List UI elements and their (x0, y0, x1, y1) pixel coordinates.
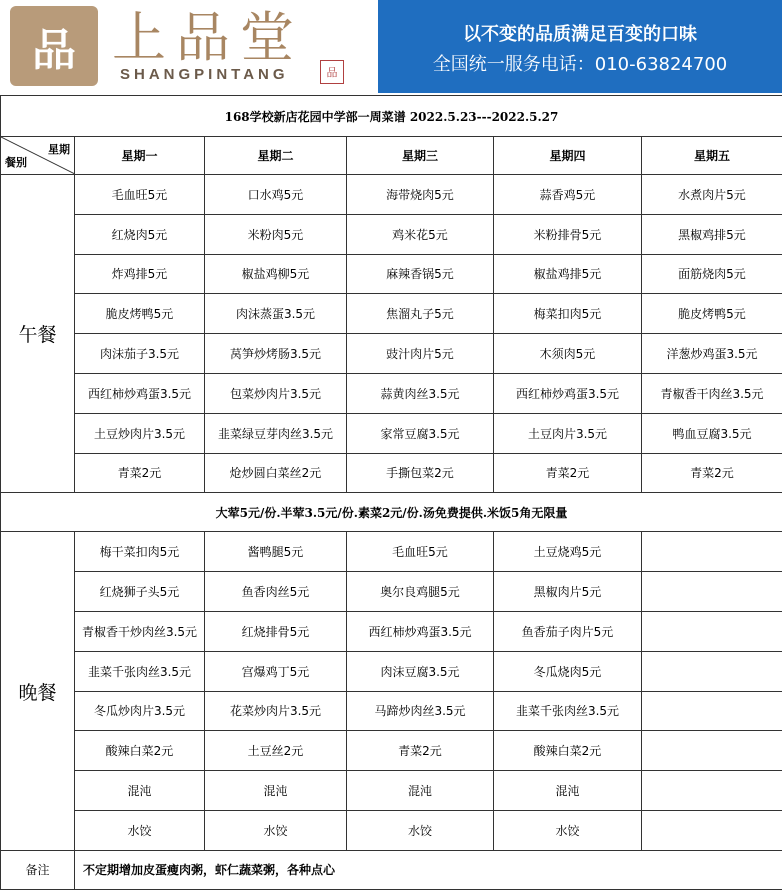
dish-cell: 奥尔良鸡腿5元 (347, 572, 494, 612)
dish-cell: 土豆丝2元 (205, 731, 347, 771)
header (0, 0, 782, 93)
dish-cell (642, 611, 782, 651)
dish-cell: 莴笋炒烤肠3.5元 (205, 334, 347, 374)
lunch-row (1, 413, 782, 453)
dish-cell: 麻辣香锅5元 (347, 254, 494, 294)
dish-cell: 红烧狮子头5元 (75, 572, 205, 612)
dish-cell: 手撕包菜2元 (347, 453, 494, 493)
weekly-menu-table (0, 95, 782, 890)
dish-cell: 米粉肉5元 (205, 214, 347, 254)
corner-meal-label: 餐别 (5, 156, 27, 169)
lunch-row (1, 254, 782, 294)
dish-cell: 土豆烧鸡5元 (494, 532, 642, 572)
day-header: 星期一 (75, 137, 205, 175)
dish-cell: 洋葱炒鸡蛋3.5元 (642, 334, 782, 374)
dish-cell: 青菜2元 (347, 731, 494, 771)
dinner-row (1, 651, 782, 691)
dish-cell: 炸鸡排5元 (75, 254, 205, 294)
dish-cell: 酸辣白菜2元 (75, 731, 205, 771)
day-header: 星期三 (347, 137, 494, 175)
dish-cell: 脆皮烤鸭5元 (75, 294, 205, 334)
dish-cell: 面筋烧肉5元 (642, 254, 782, 294)
dish-cell: 土豆肉片3.5元 (494, 413, 642, 453)
dish-cell: 红烧肉5元 (75, 214, 205, 254)
corner-header-cell (1, 137, 75, 175)
dish-cell: 混沌 (75, 771, 205, 811)
dish-cell (642, 731, 782, 771)
dish-cell (642, 810, 782, 850)
logo-glyph: 品 (32, 25, 76, 76)
dish-cell: 韭菜千张肉丝3.5元 (494, 691, 642, 731)
dish-cell: 海带烧肉5元 (347, 175, 494, 215)
dish-cell: 混沌 (494, 771, 642, 811)
lunch-row (1, 334, 782, 374)
dinner-row (1, 611, 782, 651)
day-header: 星期四 (494, 137, 642, 175)
dish-cell: 鱼香肉丝5元 (205, 572, 347, 612)
dish-cell (642, 651, 782, 691)
dish-cell: 焦溜丸子5元 (347, 294, 494, 334)
dish-cell: 酸辣白菜2元 (494, 731, 642, 771)
dish-cell: 脆皮烤鸭5元 (642, 294, 782, 334)
dinner-row (1, 691, 782, 731)
dish-cell: 青椒香干炒肉丝3.5元 (75, 611, 205, 651)
corner-day-label: 星期 (48, 143, 70, 156)
dish-cell: 包菜炒肉片3.5元 (205, 373, 347, 413)
service-phone: 全国统一服务电话：010-63824700 (432, 54, 728, 75)
dish-cell: 青菜2元 (75, 453, 205, 493)
dish-cell: 蒜黄肉丝3.5元 (347, 373, 494, 413)
dish-cell: 鱼香茄子肉片5元 (494, 611, 642, 651)
dish-cell: 宫爆鸡丁5元 (205, 651, 347, 691)
logo-emblem-icon (10, 6, 98, 86)
lunch-row (1, 373, 782, 413)
dish-cell: 水饺 (494, 810, 642, 850)
remark-label: 备注 (1, 850, 75, 889)
dish-cell: 西红柿炒鸡蛋3.5元 (494, 373, 642, 413)
lunch-row (1, 214, 782, 254)
dinner-row (1, 810, 782, 850)
dish-cell: 肉沫茄子3.5元 (75, 334, 205, 374)
dish-cell (642, 691, 782, 731)
lunch-label: 午餐 (1, 175, 75, 493)
dish-cell: 混沌 (205, 771, 347, 811)
dish-cell (642, 771, 782, 811)
dish-cell: 毛血旺5元 (347, 532, 494, 572)
dish-cell: 家常豆腐3.5元 (347, 413, 494, 453)
dish-cell: 毛血旺5元 (75, 175, 205, 215)
dish-cell: 黑椒鸡排5元 (642, 214, 782, 254)
dish-cell: 韭菜千张肉丝3.5元 (75, 651, 205, 691)
dish-cell: 红烧排骨5元 (205, 611, 347, 651)
dish-cell: 木须肉5元 (494, 334, 642, 374)
dish-cell: 土豆炒肉片3.5元 (75, 413, 205, 453)
dish-cell: 米粉排骨5元 (494, 214, 642, 254)
remark-text: 不定期增加皮蛋瘦肉粥，虾仁蔬菜粥，各种点心 (75, 850, 782, 889)
dish-cell: 炝炒圆白菜丝2元 (205, 453, 347, 493)
dinner-row (1, 572, 782, 612)
dinner-label: 晚餐 (1, 532, 75, 850)
brand-pinyin: SHANGPINTANG (120, 66, 289, 83)
menu-title: 168学校新店花园中学部一周菜谱 2022.5.23---2022.5.27 (1, 96, 782, 137)
day-header: 星期五 (642, 137, 782, 175)
dish-cell: 肉沫豆腐3.5元 (347, 651, 494, 691)
dish-cell: 黑椒肉片5元 (494, 572, 642, 612)
dish-cell: 鸭血豆腐3.5元 (642, 413, 782, 453)
dish-cell: 蒜香鸡5元 (494, 175, 642, 215)
lunch-row (1, 294, 782, 334)
dinner-row (1, 731, 782, 771)
dish-cell: 水饺 (205, 810, 347, 850)
slogan-text: 以不变的品质满足百变的口味 (463, 24, 697, 45)
lunch-row (1, 453, 782, 493)
dish-cell: 梅干菜扣肉5元 (75, 532, 205, 572)
dish-cell: 酱鸭腿5元 (205, 532, 347, 572)
lunch-row (1, 175, 782, 215)
dish-cell: 肉沫蒸蛋3.5元 (205, 294, 347, 334)
dish-cell: 水饺 (75, 810, 205, 850)
dinner-row (1, 532, 782, 572)
dish-cell: 冬瓜烧肉5元 (494, 651, 642, 691)
seal-icon: 品 (320, 60, 344, 84)
dish-cell: 椒盐鸡柳5元 (205, 254, 347, 294)
dish-cell: 梅菜扣肉5元 (494, 294, 642, 334)
dish-cell: 水饺 (347, 810, 494, 850)
price-policy: 大荤5元/份.半荤3.5元/份.素菜2元/份.汤免费提供.米饭5角无限量 (1, 493, 782, 532)
brand-name: 上品堂 (112, 6, 304, 69)
dish-cell: 青椒香干肉丝3.5元 (642, 373, 782, 413)
day-header: 星期二 (205, 137, 347, 175)
dish-cell: 马蹄炒肉丝3.5元 (347, 691, 494, 731)
dish-cell: 椒盐鸡排5元 (494, 254, 642, 294)
dish-cell: 冬瓜炒肉片3.5元 (75, 691, 205, 731)
dish-cell: 西红柿炒鸡蛋3.5元 (75, 373, 205, 413)
dish-cell: 青菜2元 (642, 453, 782, 493)
dish-cell: 豉汁肉片5元 (347, 334, 494, 374)
dish-cell (642, 572, 782, 612)
dish-cell: 水煮肉片5元 (642, 175, 782, 215)
dish-cell: 韭菜绿豆芽肉丝3.5元 (205, 413, 347, 453)
dish-cell: 混沌 (347, 771, 494, 811)
dish-cell (642, 532, 782, 572)
dish-cell: 口水鸡5元 (205, 175, 347, 215)
dish-cell: 鸡米花5元 (347, 214, 494, 254)
dish-cell: 西红柿炒鸡蛋3.5元 (347, 611, 494, 651)
brand-logo (0, 0, 378, 93)
dish-cell: 花菜炒肉片3.5元 (205, 691, 347, 731)
dish-cell: 青菜2元 (494, 453, 642, 493)
dinner-row (1, 771, 782, 811)
slogan-banner (378, 0, 782, 93)
